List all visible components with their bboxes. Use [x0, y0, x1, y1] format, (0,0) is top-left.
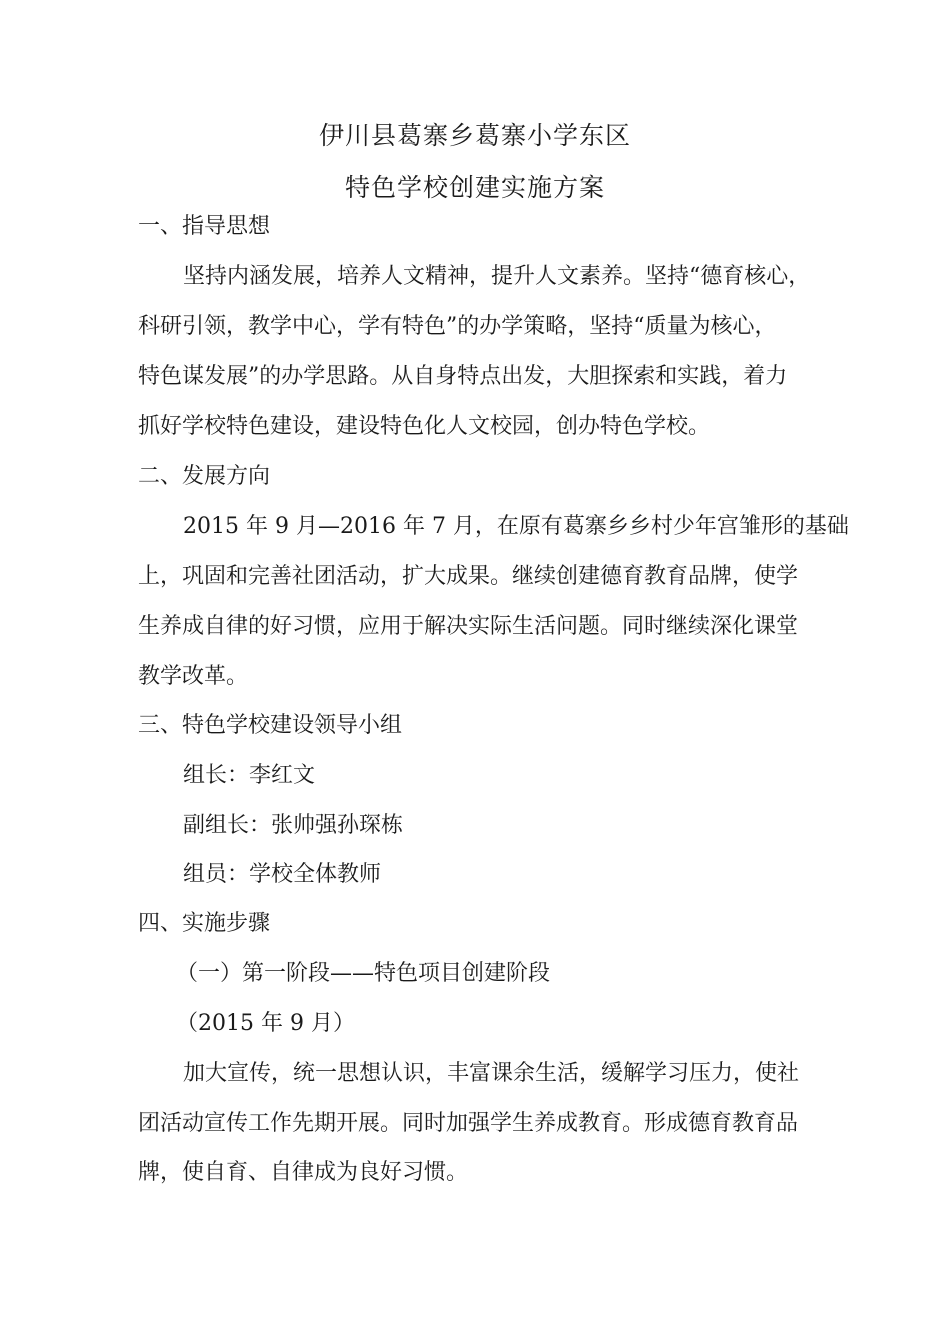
paragraph-line: 2015 年 9 月—2016 年 7 月，在原有葛寨乡乡村少年宫雏形的基础: [183, 514, 849, 539]
document-title-line1: 伊川县葛寨乡葛寨小学东区: [318, 121, 631, 150]
paragraph-line: 牌，使自育、自律成为良好习惯。: [138, 1160, 469, 1185]
paragraph-line: 生养成自律的好习惯，应用于解决实际生活问题。同时继续深化课堂: [138, 614, 799, 639]
paragraph-line: 教学改革。: [138, 664, 249, 689]
section-heading-guiding-ideology: 一、指导思想: [138, 214, 271, 239]
phase1-title: （一）第一阶段——特色项目创建阶段: [176, 961, 551, 986]
group-leader: 组长：李红文: [183, 763, 316, 788]
paragraph-line: 上，巩固和完善社团活动，扩大成果。继续创建德育教育品牌，使学: [138, 564, 799, 589]
document-title-line2: 特色学校创建实施方案: [344, 173, 605, 202]
section-heading-implementation-steps: 四、实施步骤: [138, 911, 271, 936]
paragraph-line: 团活动宣传工作先期开展。同时加强学生养成教育。形成德育教育品: [138, 1111, 799, 1136]
paragraph-line: 加大宣传，统一思想认识，丰富课余生活，缓解学习压力，使社: [183, 1061, 800, 1086]
paragraph-line: 抓好学校特色建设，建设特色化人文校园，创办特色学校。: [138, 414, 711, 439]
section-heading-leadership-group: 三、特色学校建设领导小组: [138, 713, 403, 738]
group-members: 组员：学校全体教师: [183, 862, 382, 887]
phase1-date: （2015 年 9 月）: [176, 1011, 355, 1036]
paragraph-line: 坚持内涵发展，培养人文精神，提升人文素养。坚持“德育核心，: [183, 264, 811, 289]
paragraph-line: 特色谋发展”的办学思路。从自身特点出发，大胆探索和实践，着力: [138, 364, 788, 389]
section-heading-development-direction: 二、发展方向: [138, 464, 271, 489]
group-deputy-leader: 副组长：张帅强孙琛栋: [183, 813, 404, 838]
paragraph-line: 科研引领，教学中心，学有特色”的办学策略，坚持“质量为核心，: [138, 314, 777, 339]
